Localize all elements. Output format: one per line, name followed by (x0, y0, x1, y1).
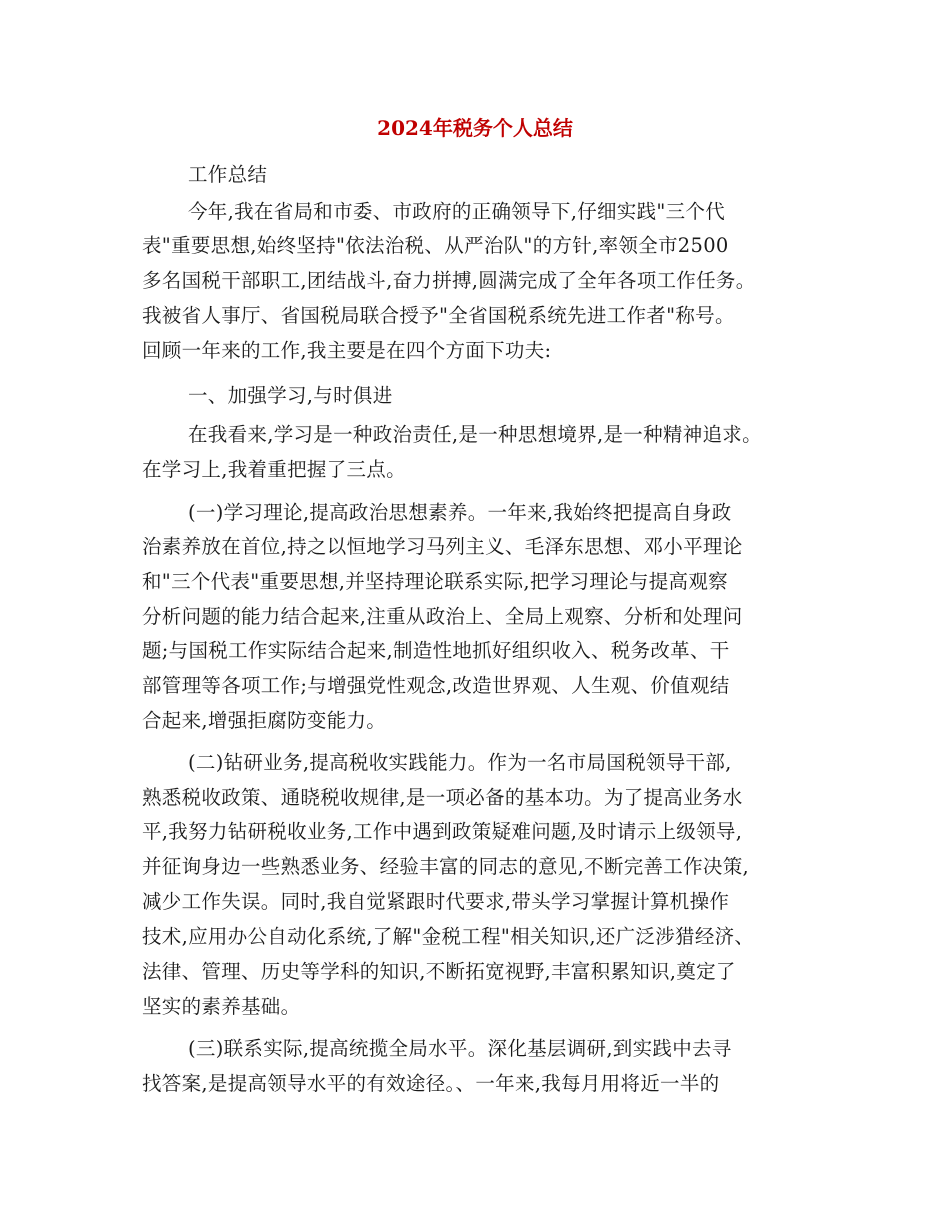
paragraph-line: 法律、管理、历史等学科的知识,不断拓宽视野,丰富积累知识,奠定了 (142, 960, 736, 983)
paragraph-line: 在我看来,学习是一种政治责任,是一种思想境界,是一种精神追求。 (188, 423, 762, 446)
paragraph-line: 在学习上,我着重把握了三点。 (142, 458, 406, 481)
paragraph-line: 找答案,是提高领导水平的有效途径。、一年来,我每月用将近一半的 (142, 1072, 720, 1095)
paragraph-line: 分析问题的能力结合起来,注重从政治上、全局上观察、分析和处理问 (142, 605, 743, 628)
paragraph-line: 回顾一年来的工作,我主要是在四个方面下功夫: (142, 339, 552, 362)
paragraph-line: 坚实的素养基础。 (142, 995, 301, 1018)
paragraph-line: 治素养放在首位,持之以恒地学习马列主义、毛泽东思想、邓小平理论 (142, 535, 743, 558)
paragraph-line: 技术,应用办公自动化系统,了解"金税工程"相关知识,还广泛涉猎经济、 (142, 925, 755, 948)
paragraph-line: 和"三个代表"重要思想,并坚持理论联系实际,把学习理论与提高观察 (142, 570, 728, 593)
paragraph-line: (一)学习理论,提高政治思想素养。一年来,我始终把提高自身政 (188, 501, 732, 524)
paragraph-line: 多名国税干部职工,团结战斗,奋力拼搏,圆满完成了全年各项工作任务。 (142, 269, 756, 292)
paragraph-line: 熟悉税收政策、通晓税收规律,是一项必备的基本功。为了提高业务水 (142, 786, 743, 809)
paragraph-line: 我被省人事厅、省国税局联合授予"全省国税系统先进工作者"称号。 (142, 304, 735, 327)
paragraph-line: 今年,我在省局和市委、市政府的正确领导下,仔细实践"三个代 (188, 200, 726, 223)
document-title: 2024年税务个人总结 (377, 116, 573, 140)
paragraph-line: 并征询身边一些熟悉业务、经验丰富的同志的意见,不断完善工作决策, (142, 855, 749, 878)
paragraph-line: (三)联系实际,提高统揽全局水平。深化基层调研,到实践中去寻 (188, 1037, 732, 1060)
paragraph-line: 平,我努力钻研税收业务,工作中遇到政策疑难问题,及时请示上级领导, (142, 820, 743, 843)
paragraph-line: 表"重要思想,始终坚持"依法治税、从严治队"的方针,率领全市2500 (142, 234, 729, 257)
paragraph-line: 减少工作失误。同时,我自觉紧跟时代要求,带头学习掌握计算机操作 (142, 890, 730, 913)
paragraph-line: 工作总结 (188, 163, 268, 186)
paragraph-line: 部管理等各项工作;与增强党性观念,改造世界观、人生观、价值观结 (142, 674, 730, 697)
section-heading: 一、加强学习,与时俱进 (188, 384, 393, 407)
paragraph-line: 合起来,增强拒腐防变能力。 (142, 709, 387, 732)
paragraph-line: 题;与国税工作实际结合起来,制造性地抓好组织收入、税务改革、干 (142, 639, 730, 662)
paragraph-line: (二)钻研业务,提高税收实践能力。作为一名市局国税领导干部, (188, 751, 732, 774)
